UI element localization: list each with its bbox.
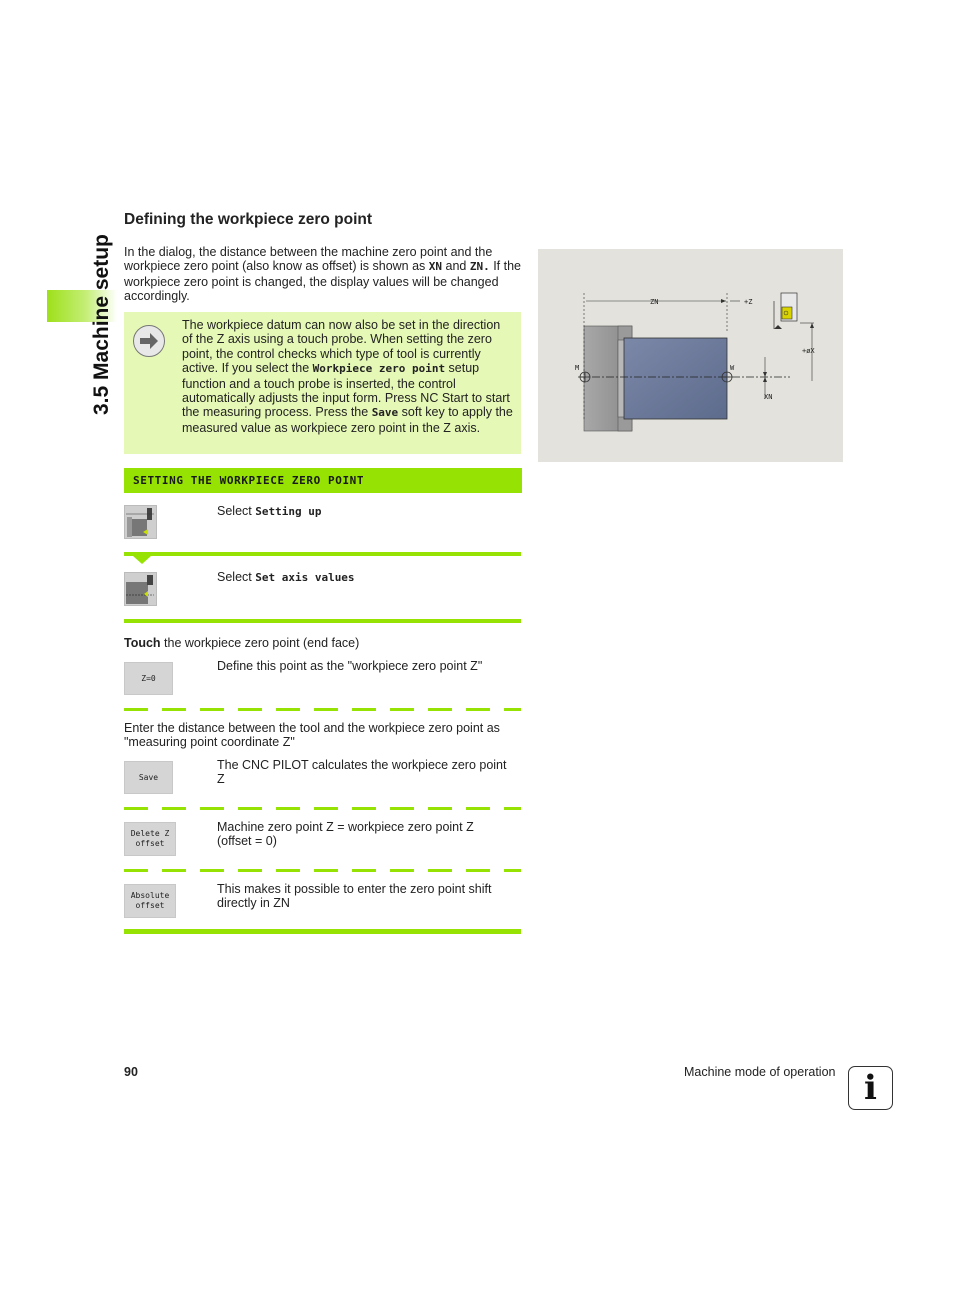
step5-text: Machine zero point Z = workpiece zero point Z (offset = 0) xyxy=(217,820,474,849)
chapter-title: 3.5 Machine setup xyxy=(90,234,113,415)
set-axis-values-soft-key[interactable] xyxy=(124,572,157,606)
step4-text: The CNC PILOT calculates the workpiece zero point Z xyxy=(217,758,507,787)
step6-text: This makes it possible to enter the zero point shift directly in ZN xyxy=(217,882,492,911)
step2-text: Select Set axis values xyxy=(217,570,355,584)
step-separator xyxy=(124,552,521,556)
note-text: The workpiece datum can now also be set in the direction of the Z axis using a touch probe. When setting the zero point, the control checks which type of tool is currently active. If you select the Workpiece zero point setup function and a touch probe is inserted, the control automatically adjusts the input form. Press NC Start to start the measuring process. Press the Save soft key to apply the measured value as workpiece zero point in the Z axis. xyxy=(182,318,513,435)
setting-up-icon xyxy=(125,506,156,538)
label-plus-x: +øX xyxy=(802,347,815,355)
arrow-right-icon xyxy=(133,325,165,357)
step-separator xyxy=(124,619,521,623)
zero-point-figure xyxy=(538,249,843,462)
footer-chapter-title: Machine mode of operation xyxy=(684,1065,836,1079)
absolute-offset-soft-key[interactable]: Absolute offset xyxy=(124,884,176,918)
set-axis-values-icon xyxy=(125,573,156,605)
section-title: SETTING THE WORKPIECE ZERO POINT xyxy=(133,474,365,487)
section-end-bar xyxy=(124,929,521,934)
intro-paragraph: In the dialog, the distance between the machine zero point and the workpiece zero point (also know as offset) is shown as XN and ZN. If the workpiece zero point is changed, the display values will be changed accordingly. xyxy=(124,245,521,304)
code-xn: XN xyxy=(428,260,443,274)
step-arrow-icon xyxy=(133,556,151,564)
step1-text: Select Setting up xyxy=(217,504,322,518)
label-xn: XN xyxy=(764,393,773,401)
dashed-separator xyxy=(124,869,521,872)
save-soft-key[interactable]: Save xyxy=(124,761,173,794)
info-icon: i xyxy=(848,1066,893,1110)
workpiece-diagram xyxy=(538,249,843,462)
page-number: 90 xyxy=(124,1065,138,1079)
step3-text: Define this point as the "workpiece zero point Z" xyxy=(217,659,483,673)
code-zn: ZN. xyxy=(469,260,490,274)
label-m: M xyxy=(575,364,580,372)
touch-instruction: Touch the workpiece zero point (end face) xyxy=(124,636,360,650)
page-heading: Defining the workpiece zero point xyxy=(124,211,373,228)
z-zero-soft-key[interactable]: Z=0 xyxy=(124,662,173,695)
dashed-separator xyxy=(124,708,521,711)
label-zn: ZN xyxy=(650,298,659,306)
label-w: W xyxy=(730,364,735,372)
enter-distance-text: Enter the distance between the tool and the workpiece zero point as "measuring point coordinate Z" xyxy=(124,721,500,750)
delete-z-offset-soft-key[interactable]: Delete Z offset xyxy=(124,822,176,856)
setting-up-soft-key[interactable] xyxy=(124,505,157,539)
dashed-separator xyxy=(124,807,521,810)
label-plus-z: +Z xyxy=(744,298,753,306)
